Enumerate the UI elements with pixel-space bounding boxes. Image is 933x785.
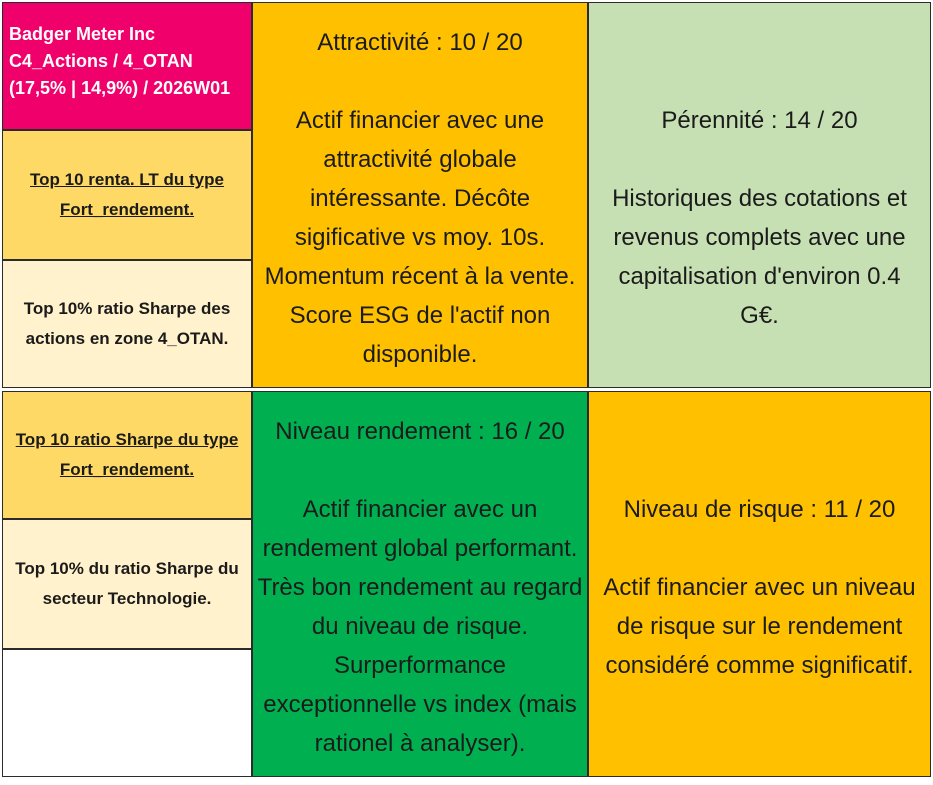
- attractivite-body: Actif financier avec une attractivité globale intéressante. Décôte sigificative vs moy. 10s. Momentum récent à la vente. Score ESG de l'actif non disponible.: [264, 107, 576, 368]
- risque-cell: [588, 391, 931, 777]
- asset-header-cell: [2, 2, 252, 130]
- rank-badge-sharpe-zone-label: Top 10% ratio Sharpe des actions en zone 4_OTAN.: [23, 299, 231, 348]
- asset-category: C4_Actions / 4_OTAN: [9, 51, 193, 71]
- rank-badge-sharpe-type: [2, 391, 252, 519]
- attractivite-cell: [252, 2, 588, 388]
- perennite-cell: [588, 2, 931, 388]
- risque-body: Actif financier avec un niveau de risque sur le rendement considéré comme significatif.: [603, 574, 916, 679]
- rendement-heading: Niveau rendement : 16 / 20: [275, 418, 565, 445]
- company-name: Badger Meter Inc: [9, 24, 156, 44]
- rank-badge-type-renta: [2, 130, 252, 260]
- rendement-body: Actif financier avec un rendement global performant. Très bon rendement au regard du niveau de risque. Surperformance exceptionnelle vs index (mais rationel à analyser).: [257, 496, 583, 757]
- rank-badge-sharpe-zone: [2, 260, 252, 388]
- rank-badge-sharpe-type-label: Top 10 ratio Sharpe du type Fort_rendement.: [15, 430, 239, 479]
- rank-badge-sharpe-sector: [2, 519, 252, 649]
- rendement-cell: [252, 391, 588, 777]
- empty-cell: [2, 649, 252, 777]
- rank-badge-sharpe-sector-label: Top 10% du ratio Sharpe du secteur Technologie.: [15, 559, 239, 608]
- asset-stats: (17,5% | 14,9%) / 2026W01: [9, 78, 231, 98]
- perennite-body: Historiques des cotations et revenus complets avec une capitalisation d'environ 0.4 G€.: [612, 185, 907, 329]
- perennite-heading: Pérennité : 14 / 20: [661, 107, 858, 134]
- attractivite-heading: Attractivité : 10 / 20: [317, 29, 523, 56]
- rank-badge-type-renta-label: Top 10 renta. LT du type Fort_rendement.: [30, 170, 224, 219]
- risque-heading: Niveau de risque : 11 / 20: [623, 496, 896, 523]
